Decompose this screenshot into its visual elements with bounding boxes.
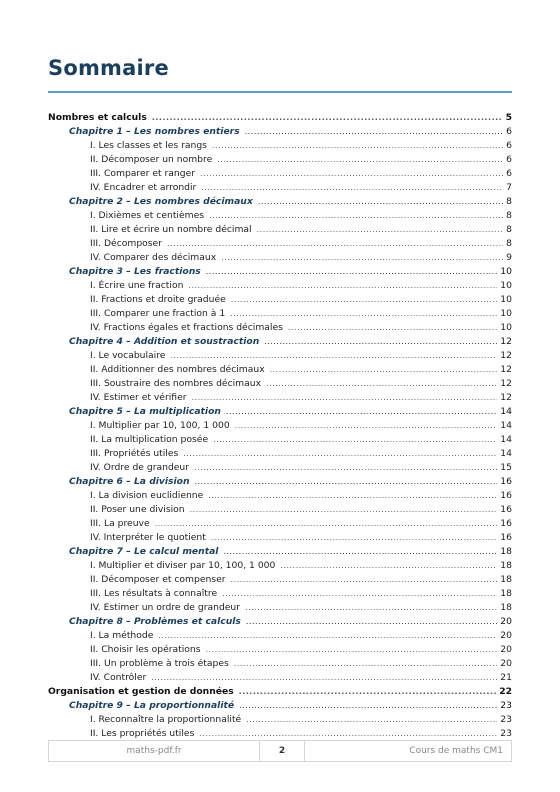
toc-dot-leader bbox=[155, 517, 498, 531]
toc-section-row[interactable] bbox=[48, 559, 512, 573]
toc-page-number: 22 bbox=[499, 686, 512, 697]
toc-section-row[interactable] bbox=[48, 209, 512, 223]
page-footer bbox=[48, 740, 512, 762]
toc-page-number: 10 bbox=[500, 294, 512, 305]
toc-page-number: 20 bbox=[500, 630, 512, 641]
toc-section-row[interactable] bbox=[48, 531, 512, 545]
footer-page-number: 2 bbox=[260, 741, 305, 761]
toc-dot-leader bbox=[206, 265, 498, 279]
toc-entry-title: II. Choisir les opérations bbox=[90, 644, 201, 655]
toc-dot-leader bbox=[223, 545, 497, 559]
toc-dot-leader bbox=[212, 139, 503, 153]
toc-section-row[interactable] bbox=[48, 153, 512, 167]
toc-chapter-row[interactable] bbox=[48, 405, 512, 419]
toc-entry-title: Chapitre 7 – Le calcul mental bbox=[69, 546, 219, 557]
toc-page-number: 23 bbox=[500, 714, 512, 725]
toc-page-number: 12 bbox=[500, 350, 512, 361]
toc-entry-title: I. Dixièmes et centièmes bbox=[90, 210, 205, 221]
toc-dot-leader bbox=[200, 167, 503, 181]
toc-page-number: 20 bbox=[500, 616, 512, 627]
toc-dot-leader bbox=[239, 685, 497, 699]
toc-section-row[interactable] bbox=[48, 601, 512, 615]
toc-page-number: 18 bbox=[500, 574, 512, 585]
toc-entry-title: II. Décomposer un nombre bbox=[90, 154, 213, 165]
toc-section-row[interactable] bbox=[48, 489, 512, 503]
toc-chapter-row[interactable] bbox=[48, 615, 512, 629]
toc-entry-title: IV. Comparer des décimaux bbox=[90, 252, 217, 263]
toc-page-number: 18 bbox=[500, 546, 512, 557]
toc-entry-title: Chapitre 5 – La multiplication bbox=[69, 406, 221, 417]
toc-dot-leader bbox=[151, 671, 497, 685]
toc-entry-title: I. Les classes et les rangs bbox=[90, 140, 207, 151]
toc-dot-leader bbox=[231, 293, 498, 307]
toc-page-number: 6 bbox=[506, 154, 512, 165]
toc-dot-leader bbox=[167, 237, 503, 251]
toc-entry-title: III. Comparer et ranger bbox=[90, 168, 196, 179]
toc-dot-leader bbox=[195, 475, 498, 489]
toc-dot-leader bbox=[246, 713, 497, 727]
toc-page-number: 8 bbox=[506, 210, 512, 221]
toc-dot-leader bbox=[245, 125, 503, 139]
toc-entry-title: I. Reconnaître la proportionnalité bbox=[90, 714, 242, 725]
toc-dot-leader bbox=[194, 461, 497, 475]
toc-entry-title: III. La preuve bbox=[90, 518, 150, 529]
footer-site: maths-pdf.fr bbox=[49, 741, 260, 761]
toc-section-row[interactable] bbox=[48, 447, 512, 461]
toc-section-row[interactable] bbox=[48, 433, 512, 447]
toc-dot-leader bbox=[201, 181, 503, 195]
toc-section-row[interactable] bbox=[48, 643, 512, 657]
toc-chapter-row[interactable] bbox=[48, 475, 512, 489]
toc-page-number: 23 bbox=[500, 728, 512, 739]
toc-entry-title: IV. Interpréter le quotient bbox=[90, 532, 206, 543]
toc-page-number: 20 bbox=[500, 644, 512, 655]
toc-entry-title: II. Décomposer et compenser bbox=[90, 574, 226, 585]
toc-page-number: 12 bbox=[500, 378, 512, 389]
toc-entry-title: I. La méthode bbox=[90, 630, 154, 641]
toc-section-row[interactable] bbox=[48, 419, 512, 433]
toc-dot-leader bbox=[208, 489, 497, 503]
toc-dot-leader bbox=[217, 153, 503, 167]
toc-entry-title: I. Multiplier par 10, 100, 1 000 bbox=[90, 420, 230, 431]
toc-chapter-row[interactable] bbox=[48, 125, 512, 139]
toc-page-number: 6 bbox=[506, 126, 512, 137]
toc-entry-title: Chapitre 4 – Addition et soustraction bbox=[69, 336, 260, 347]
toc-entry-title: III. Propriétés utiles bbox=[90, 448, 179, 459]
toc-part-row[interactable] bbox=[48, 111, 512, 125]
toc-entry-title: II. Poser une division bbox=[90, 504, 185, 515]
toc-dot-leader bbox=[190, 503, 498, 517]
toc-page-number: 7 bbox=[506, 182, 512, 193]
toc-entry-title: IV. Contrôler bbox=[90, 672, 147, 683]
toc-entry-title: III. Les résultats à connaître bbox=[90, 588, 218, 599]
title-underline bbox=[48, 91, 512, 93]
toc-dot-leader bbox=[222, 587, 497, 601]
toc-section-row[interactable] bbox=[48, 657, 512, 671]
toc-section-row[interactable] bbox=[48, 363, 512, 377]
toc-page-number: 14 bbox=[500, 434, 512, 445]
toc-section-row[interactable] bbox=[48, 167, 512, 181]
toc-page-number: 8 bbox=[506, 224, 512, 235]
toc-dot-leader bbox=[280, 559, 497, 573]
toc-section-row[interactable] bbox=[48, 587, 512, 601]
toc-entry-title: II. Les propriétés utiles bbox=[90, 728, 195, 739]
toc-part-row[interactable] bbox=[48, 685, 512, 699]
toc-section-row[interactable] bbox=[48, 713, 512, 727]
toc-page-number: 10 bbox=[500, 266, 512, 277]
toc-entry-title: IV. Ordre de grandeur bbox=[90, 462, 190, 473]
toc-dot-leader bbox=[209, 209, 503, 223]
toc-dot-leader bbox=[206, 643, 498, 657]
toc-section-row[interactable] bbox=[48, 237, 512, 251]
toc-page-number: 16 bbox=[500, 532, 512, 543]
toc-dot-leader bbox=[170, 349, 497, 363]
toc-entry-title: II. Fractions et droite graduée bbox=[90, 294, 226, 305]
toc-section-row[interactable] bbox=[48, 307, 512, 321]
toc-page-number: 10 bbox=[500, 280, 512, 291]
toc-entry-title: II. La multiplication posée bbox=[90, 434, 209, 445]
toc-section-row[interactable] bbox=[48, 727, 512, 741]
footer-course: Cours de maths CM1 bbox=[409, 746, 503, 756]
toc-chapter-row[interactable] bbox=[48, 335, 512, 349]
toc-page-number: 16 bbox=[500, 504, 512, 515]
toc-entry-title: I. Le vocabulaire bbox=[90, 350, 166, 361]
toc-entry-title: II. Additionner des nombres décimaux bbox=[90, 364, 265, 375]
toc-dot-leader bbox=[188, 279, 497, 293]
toc-section-row[interactable] bbox=[48, 223, 512, 237]
toc-page-number: 16 bbox=[500, 476, 512, 487]
toc-section-row[interactable] bbox=[48, 391, 512, 405]
toc-entry-title: Organisation et gestion de données bbox=[48, 686, 234, 697]
toc-section-row[interactable] bbox=[48, 671, 512, 685]
toc-section-row[interactable] bbox=[48, 349, 512, 363]
toc-page-number: 18 bbox=[500, 602, 512, 613]
toc-section-row[interactable] bbox=[48, 573, 512, 587]
toc-dot-leader bbox=[245, 601, 497, 615]
toc-entry-title: Chapitre 2 – Les nombres décimaux bbox=[69, 196, 253, 207]
toc-dot-leader bbox=[158, 629, 497, 643]
toc-dot-leader bbox=[213, 433, 497, 447]
toc-page-number: 23 bbox=[500, 700, 512, 711]
toc-entry-title: IV. Estimer et vérifier bbox=[90, 392, 187, 403]
toc-page-number: 21 bbox=[500, 672, 512, 683]
toc-dot-leader bbox=[211, 531, 497, 545]
toc-entry-title: Chapitre 3 – Les fractions bbox=[69, 266, 201, 277]
toc-chapter-row[interactable] bbox=[48, 545, 512, 559]
toc-entry-title: Chapitre 8 – Problèmes et calculs bbox=[69, 616, 241, 627]
toc-entry-title: I. Multiplier et diviser par 10, 100, 1 000 bbox=[90, 560, 276, 571]
toc-entry-title: III. Un problème à trois étapes bbox=[90, 658, 229, 669]
toc-dot-leader bbox=[235, 419, 498, 433]
toc-chapter-row[interactable] bbox=[48, 265, 512, 279]
toc-entry-title: I. Écrire une fraction bbox=[90, 280, 184, 291]
page-title: Sommaire bbox=[48, 56, 169, 80]
toc-section-row[interactable] bbox=[48, 629, 512, 643]
toc-entry-title: III. Soustraire des nombres décimaux bbox=[90, 378, 262, 389]
toc-page-number: 15 bbox=[500, 462, 512, 473]
toc-entry-title: III. Décomposer bbox=[90, 238, 162, 249]
toc-dot-leader bbox=[199, 727, 497, 741]
toc-entry-title: III. Comparer une fraction à 1 bbox=[90, 308, 226, 319]
toc-dot-leader bbox=[246, 615, 497, 629]
toc-page-number: 12 bbox=[500, 392, 512, 403]
toc-chapter-row[interactable] bbox=[48, 195, 512, 209]
toc-page-number: 5 bbox=[505, 112, 512, 123]
toc-dot-leader bbox=[226, 405, 497, 419]
toc-page-number: 8 bbox=[506, 196, 512, 207]
toc-dot-leader bbox=[266, 377, 497, 391]
toc-section-row[interactable] bbox=[48, 321, 512, 335]
toc-section-row[interactable] bbox=[48, 517, 512, 531]
toc-dot-leader bbox=[288, 321, 497, 335]
toc-chapter-row[interactable] bbox=[48, 699, 512, 713]
toc-section-row[interactable] bbox=[48, 139, 512, 153]
toc-entry-title: Nombres et calculs bbox=[48, 112, 147, 123]
toc-dot-leader bbox=[152, 111, 503, 125]
toc-section-row[interactable] bbox=[48, 181, 512, 195]
toc-dot-leader bbox=[257, 223, 504, 237]
toc-dot-leader bbox=[192, 391, 498, 405]
toc-page-number: 16 bbox=[500, 518, 512, 529]
toc-entry-title: Chapitre 9 – La proportionnalité bbox=[69, 700, 235, 711]
toc-entry-title: Chapitre 6 – La division bbox=[69, 476, 190, 487]
toc-entry-title: II. Lire et écrire un nombre décimal bbox=[90, 224, 252, 235]
toc-section-row[interactable] bbox=[48, 461, 512, 475]
toc-page-number: 6 bbox=[506, 140, 512, 151]
toc-entry-title: I. La division euclidienne bbox=[90, 490, 204, 501]
toc-dot-leader bbox=[231, 573, 498, 587]
toc-entry-title: IV. Encadrer et arrondir bbox=[90, 182, 197, 193]
toc-page-number: 12 bbox=[500, 364, 512, 375]
toc-entry-title: IV. Fractions égales et fractions décimales bbox=[90, 322, 283, 333]
toc-page-number: 12 bbox=[500, 336, 512, 347]
toc-dot-leader bbox=[234, 657, 498, 671]
toc-page-number: 16 bbox=[500, 490, 512, 501]
toc-dot-leader bbox=[258, 195, 503, 209]
toc-dot-leader bbox=[183, 447, 497, 461]
toc-page-number: 18 bbox=[500, 588, 512, 599]
table-of-contents bbox=[48, 111, 512, 741]
toc-page-number: 14 bbox=[500, 448, 512, 459]
toc-page-number: 14 bbox=[500, 420, 512, 431]
toc-page-number: 18 bbox=[500, 560, 512, 571]
toc-page-number: 6 bbox=[506, 168, 512, 179]
toc-dot-leader bbox=[264, 335, 497, 349]
toc-entry-title: IV. Estimer un ordre de grandeur bbox=[90, 602, 241, 613]
toc-dot-leader bbox=[230, 307, 497, 321]
toc-section-row[interactable] bbox=[48, 377, 512, 391]
toc-dot-leader bbox=[221, 251, 503, 265]
toc-entry-title: Chapitre 1 – Les nombres entiers bbox=[69, 126, 240, 137]
toc-section-row[interactable] bbox=[48, 293, 512, 307]
toc-page-number: 10 bbox=[500, 322, 512, 333]
toc-page-number: 9 bbox=[506, 252, 512, 263]
toc-section-row[interactable] bbox=[48, 251, 512, 265]
toc-page-number: 20 bbox=[500, 658, 512, 669]
toc-page-number: 8 bbox=[506, 238, 512, 249]
toc-dot-leader bbox=[270, 363, 498, 377]
toc-page-number: 14 bbox=[500, 406, 512, 417]
toc-section-row[interactable] bbox=[48, 503, 512, 517]
toc-page-number: 10 bbox=[500, 308, 512, 319]
toc-dot-leader bbox=[239, 699, 497, 713]
toc-section-row[interactable] bbox=[48, 279, 512, 293]
